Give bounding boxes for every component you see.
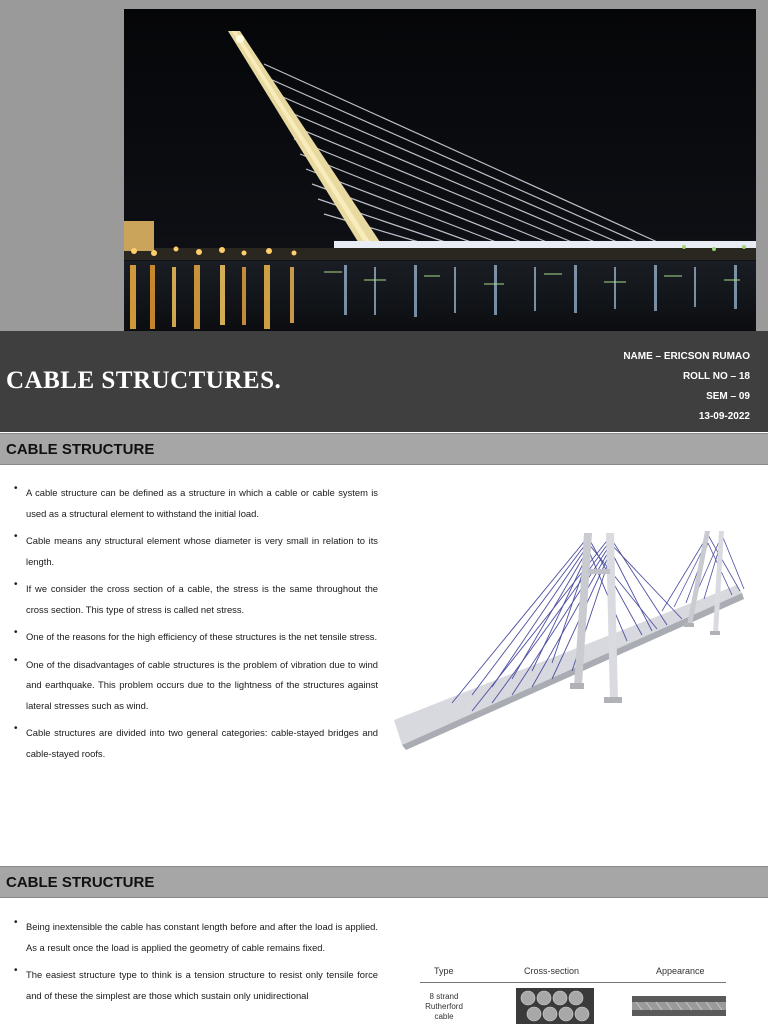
author-name: NAME – ERICSON RUMAO: [623, 351, 750, 362]
cross-section-image: [516, 988, 594, 1024]
table-rule: [420, 982, 726, 983]
appearance-image: [632, 996, 726, 1016]
author-info: [623, 347, 750, 427]
section-title: CABLE STRUCTURE: [6, 874, 155, 891]
bullet-list: [14, 483, 378, 771]
bullet-item: • One of the reasons for the high efficiency of these structures is the net tensile stress.: [14, 627, 378, 648]
section-header: [0, 866, 768, 898]
bullet-item: • Being inextensible the cable has constant length before and after the load is applied. As a result once the load is applied the geometry of cable remains fixed.: [14, 917, 378, 958]
presentation-title: CABLE STRUCTURES.: [6, 367, 282, 394]
section-header: [0, 433, 768, 465]
semester: SEM – 09: [706, 391, 750, 402]
bullet-list: [14, 917, 378, 1013]
bullet-item: • A cable structure can be defined as a structure in which a cable or cable system is used as a structural element to withstand the initial load.: [14, 483, 378, 524]
table-header-type: Type: [434, 966, 454, 976]
bullet-item: • If we consider the cross section of a cable, the stress is the same throughout the cross section. This type of stress is called net stress.: [14, 579, 378, 620]
hero-bridge-photo: [124, 9, 756, 331]
date: 13-09-2022: [698, 411, 750, 422]
table-header-cross-section: Cross-section: [524, 966, 580, 976]
cable-stayed-bridge-illustration: [392, 525, 748, 750]
table-header-appearance: Appearance: [656, 966, 705, 976]
bullet-item: • One of the disadvantages of cable structures is the problem of vibration due to wind and earthquake. This problem occurs due to the lightness of the structures against lateral stresses such as wind.: [14, 655, 378, 717]
bullet-item: • Cable structures are divided into two general categories: cable-stayed bridges and cable-stayed roofs.: [14, 723, 378, 764]
roll-number: ROLL NO – 18: [682, 371, 750, 382]
night-bridge-illustration: [124, 9, 756, 331]
title-slide: [0, 0, 768, 432]
cable-type-table: [420, 958, 730, 1024]
title-band: [0, 331, 768, 432]
section-title: CABLE STRUCTURE: [6, 441, 155, 458]
table-row-label: 8 strand Rutherford cable: [425, 992, 463, 1021]
bridge-render-image: [392, 525, 748, 750]
bullet-item: • Cable means any structural element whose diameter is very small in relation to its length.: [14, 531, 378, 572]
bullet-item: • The easiest structure type to think is a tension structure to resist only tensile force and of these the simplest are those which sustain only unidirectional: [14, 965, 378, 1006]
